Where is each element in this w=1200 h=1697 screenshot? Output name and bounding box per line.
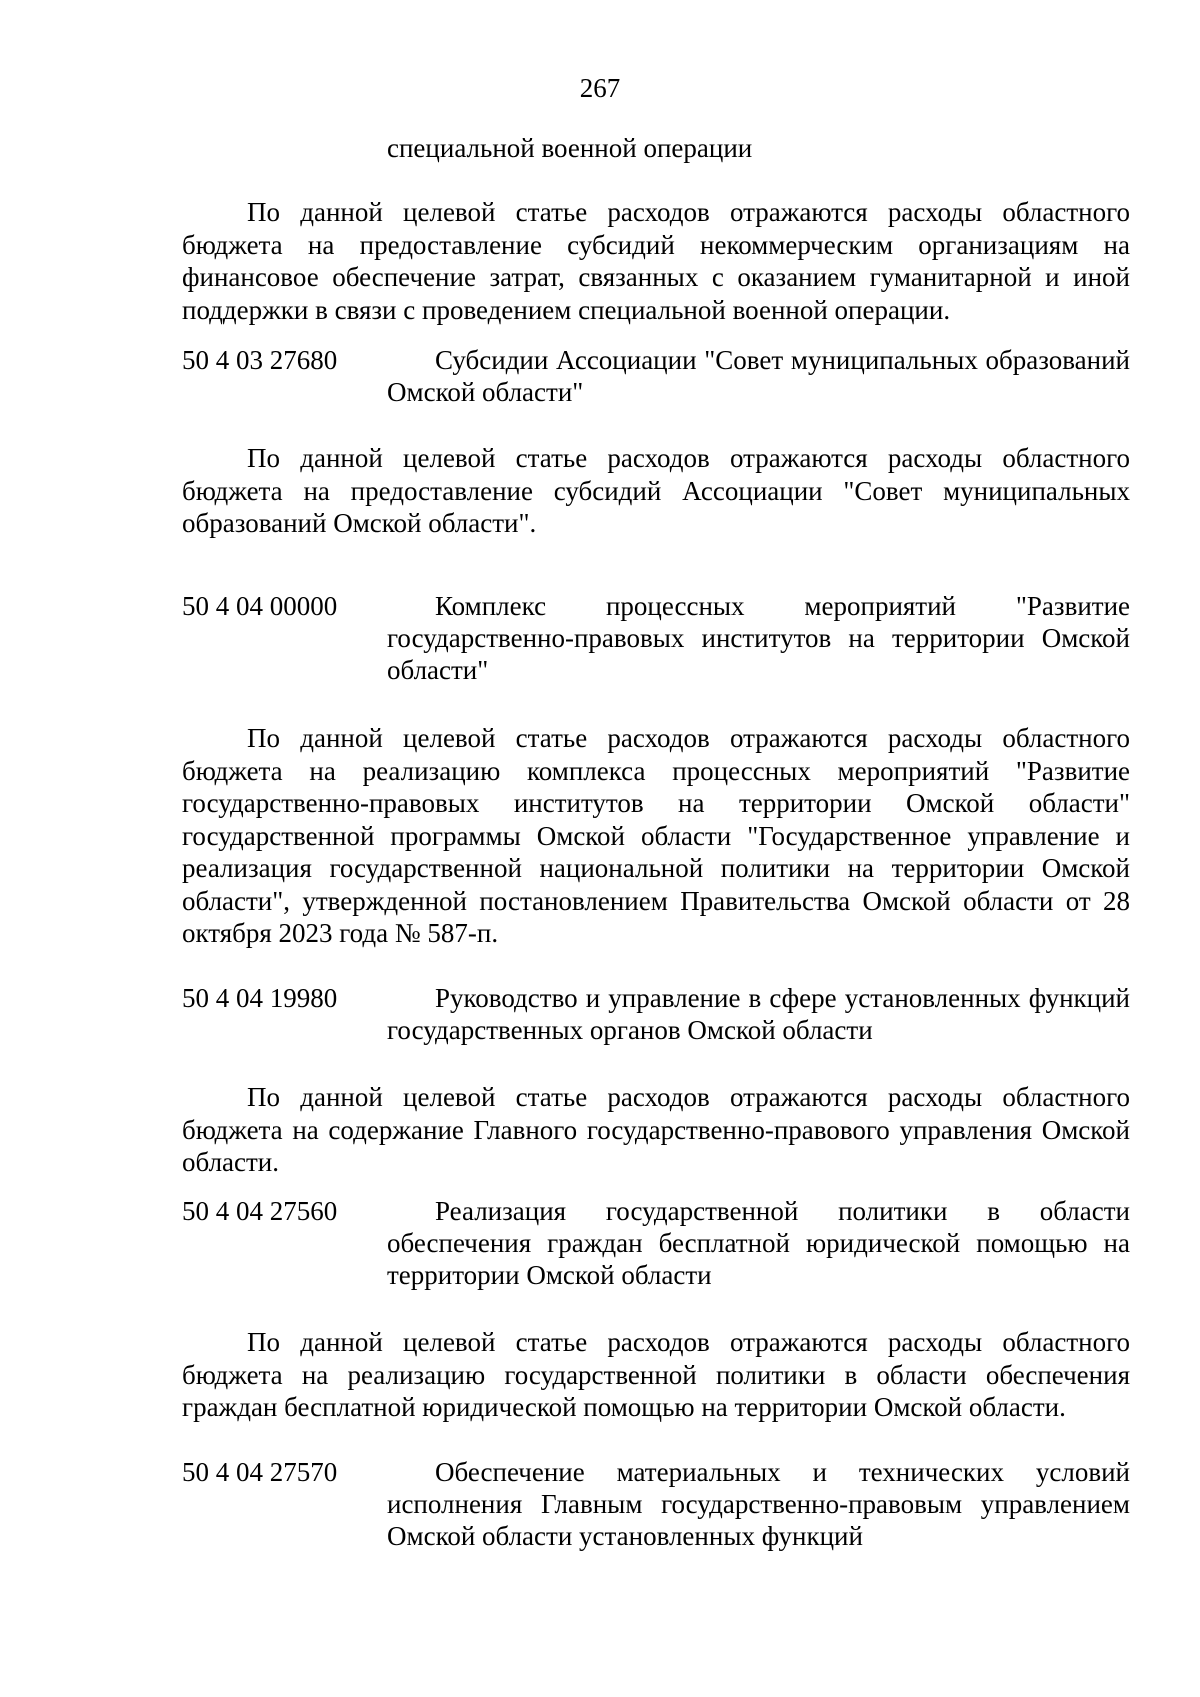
entry-code: 50 4 04 19980	[182, 983, 338, 1013]
entry-description: По данной целевой статье расходов отражаются расходы областного бюджета на реализацию государственной политики в области обеспечения граждан бесплатной юридической помощью на территории Омской области.	[182, 1327, 1130, 1422]
entry-title: Руководство и управление в сфере установленных функций государственных органов Омской области	[387, 983, 1130, 1045]
entry-code: 50 4 04 27560	[182, 1196, 338, 1226]
entry-code: 50 4 04 27570	[182, 1457, 338, 1487]
entry-code: 50 4 04 00000	[182, 591, 338, 621]
entry-description: По данной целевой статье расходов отражаются расходы областного бюджета на содержание Главного государственно-правового управления Омской области.	[182, 1082, 1130, 1177]
entry-title: Комплекс процессных мероприятий "Развитие государственно-правовых институтов на территории Омской области"	[387, 591, 1130, 685]
entry-title: Обеспечение материальных и технических условий исполнения Главным государственно-правовым управлением Омской области установленных функций	[387, 1457, 1130, 1551]
section-description: По данной целевой статье расходов отражаются расходы областного бюджета на предоставление субсидий некоммерческим организациям на финансовое обеспечение затрат, связанных с оказанием гуманитарной и иной поддержки в связи с проведением специальной военной операции.	[182, 197, 1130, 325]
entry-description: По данной целевой статье расходов отражаются расходы областного бюджета на предоставление субсидий Ассоциации "Совет муниципальных образований Омской области".	[182, 443, 1130, 538]
entry-title: Реализация государственной политики в области обеспечения граждан бесплатной юридической помощью на территории Омской области	[387, 1196, 1130, 1290]
entry-title: Субсидии Ассоциации "Совет муниципальных образований Омской области"	[387, 345, 1130, 407]
page-number: 267	[579, 73, 621, 103]
entry-description: По данной целевой статье расходов отражаются расходы областного бюджета на реализацию комплекса процессных мероприятий "Развитие государственно-правовых институтов на территории Омской области" государственной программы Омской области "Государственное управление и реализация государственной национальной политики на территории Омской области", утвержденной постановлением Правительства Омской области от 28 октября 2023 года № 587-п.	[182, 723, 1130, 948]
entry-code: 50 4 03 27680	[182, 345, 338, 375]
section-title-tail: специальной военной операции	[387, 133, 753, 163]
